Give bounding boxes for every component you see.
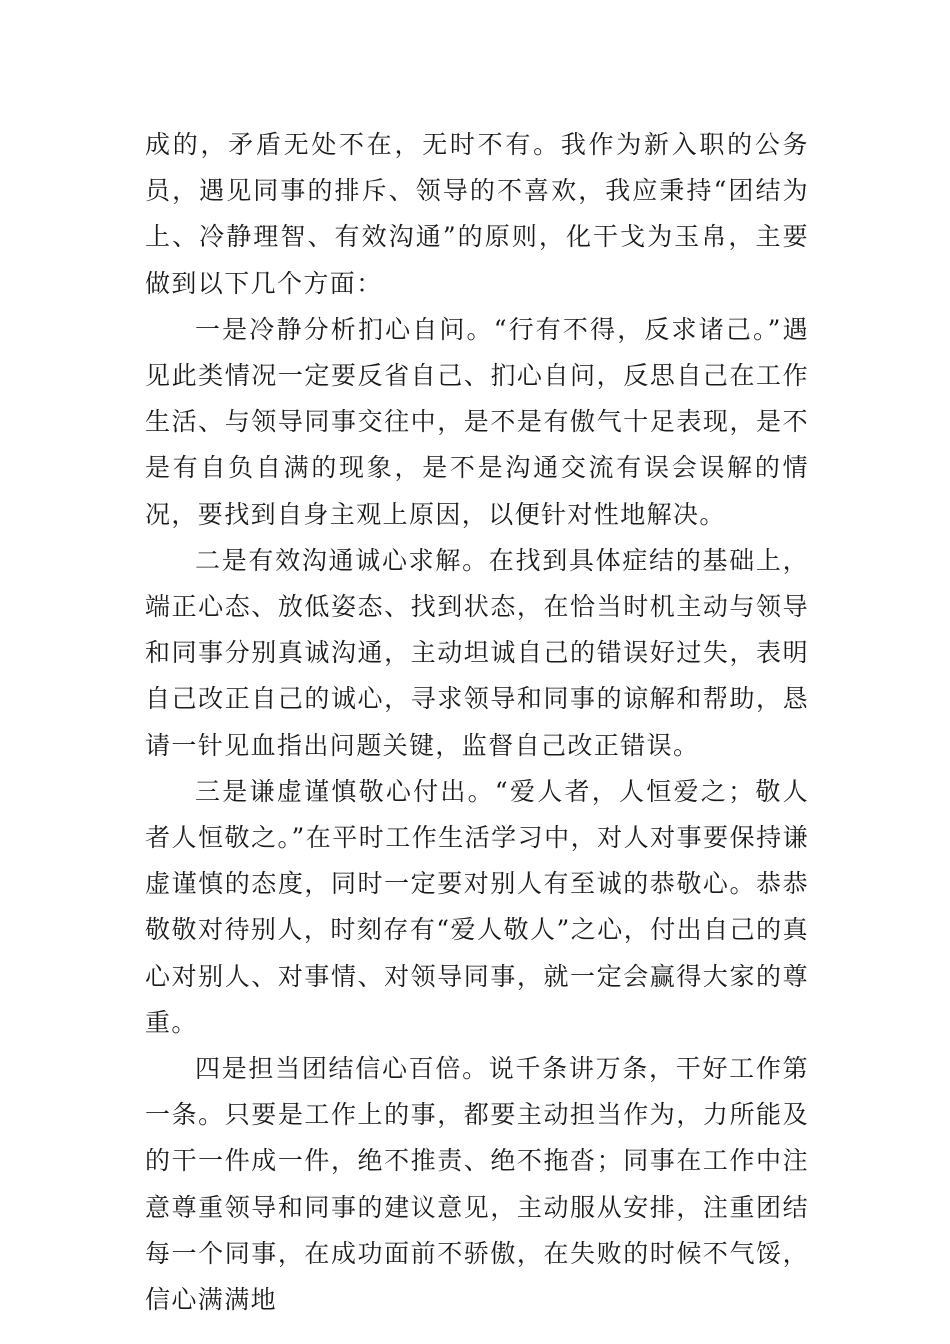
paragraph-intro: 成的，矛盾无处不在，无时不有。我作为新入职的公务员，遇见同事的排斥、领导的不喜欢，我应秉持“团结为上、冷静理智、有效沟通”的原则，化干戈为玉帛，主要做到以下几个方面： — [145, 130, 809, 298]
paragraph-point-three: 三是谦虚谨慎敬心付出。“爱人者，人恒爱之；敬人者人恒敬之。”在平时工作生活学习中，对人对事要保持谦虚谨慎的态度，同时一定要对别人有至诚的恭敬心。恭恭敬敬对待别人，时刻存有“爱人敬人”之心，付出自己的真心对别人、对事情、对领导同事，就一定会赢得大家的尊重。 — [145, 776, 809, 1037]
document-body — [145, 122, 809, 1323]
paragraph-point-two: 二是有效沟通诚心求解。在找到具体症结的基础上，端正心态、放低姿态、找到状态，在恰当时机主动与领导和同事分别真诚沟通，主动坦诚自己的错误好过失，表明自己改正自己的诚心，寻求领导和同事的谅解和帮助，恳请一针见血指出问题关键，监督自己改正错误。 — [145, 545, 809, 760]
paragraph-point-four: 四是担当团结信心百倍。说千条讲万条，干好工作第一条。只要是工作上的事，都要主动担当作为，力所能及的干一件成一件，绝不推责、绝不拖沓；同事在工作中注意尊重领导和同事的建议意见，主动服从安排，注重团结每一个同事，在成功面前不骄傲，在失败的时候不气馁，信心满满地 — [145, 1054, 809, 1315]
paragraph-point-one: 一是冷静分析扪心自问。“行有不得，反求诸己。”遇见此类情况一定要反省自己、扪心自问，反思自己在工作生活、与领导同事交往中，是不是有傲气十足表现，是不是有自负自满的现象，是不是沟通交流有误会误解的情况，要找到自身主观上原因，以便针对性地解决。 — [145, 314, 809, 529]
